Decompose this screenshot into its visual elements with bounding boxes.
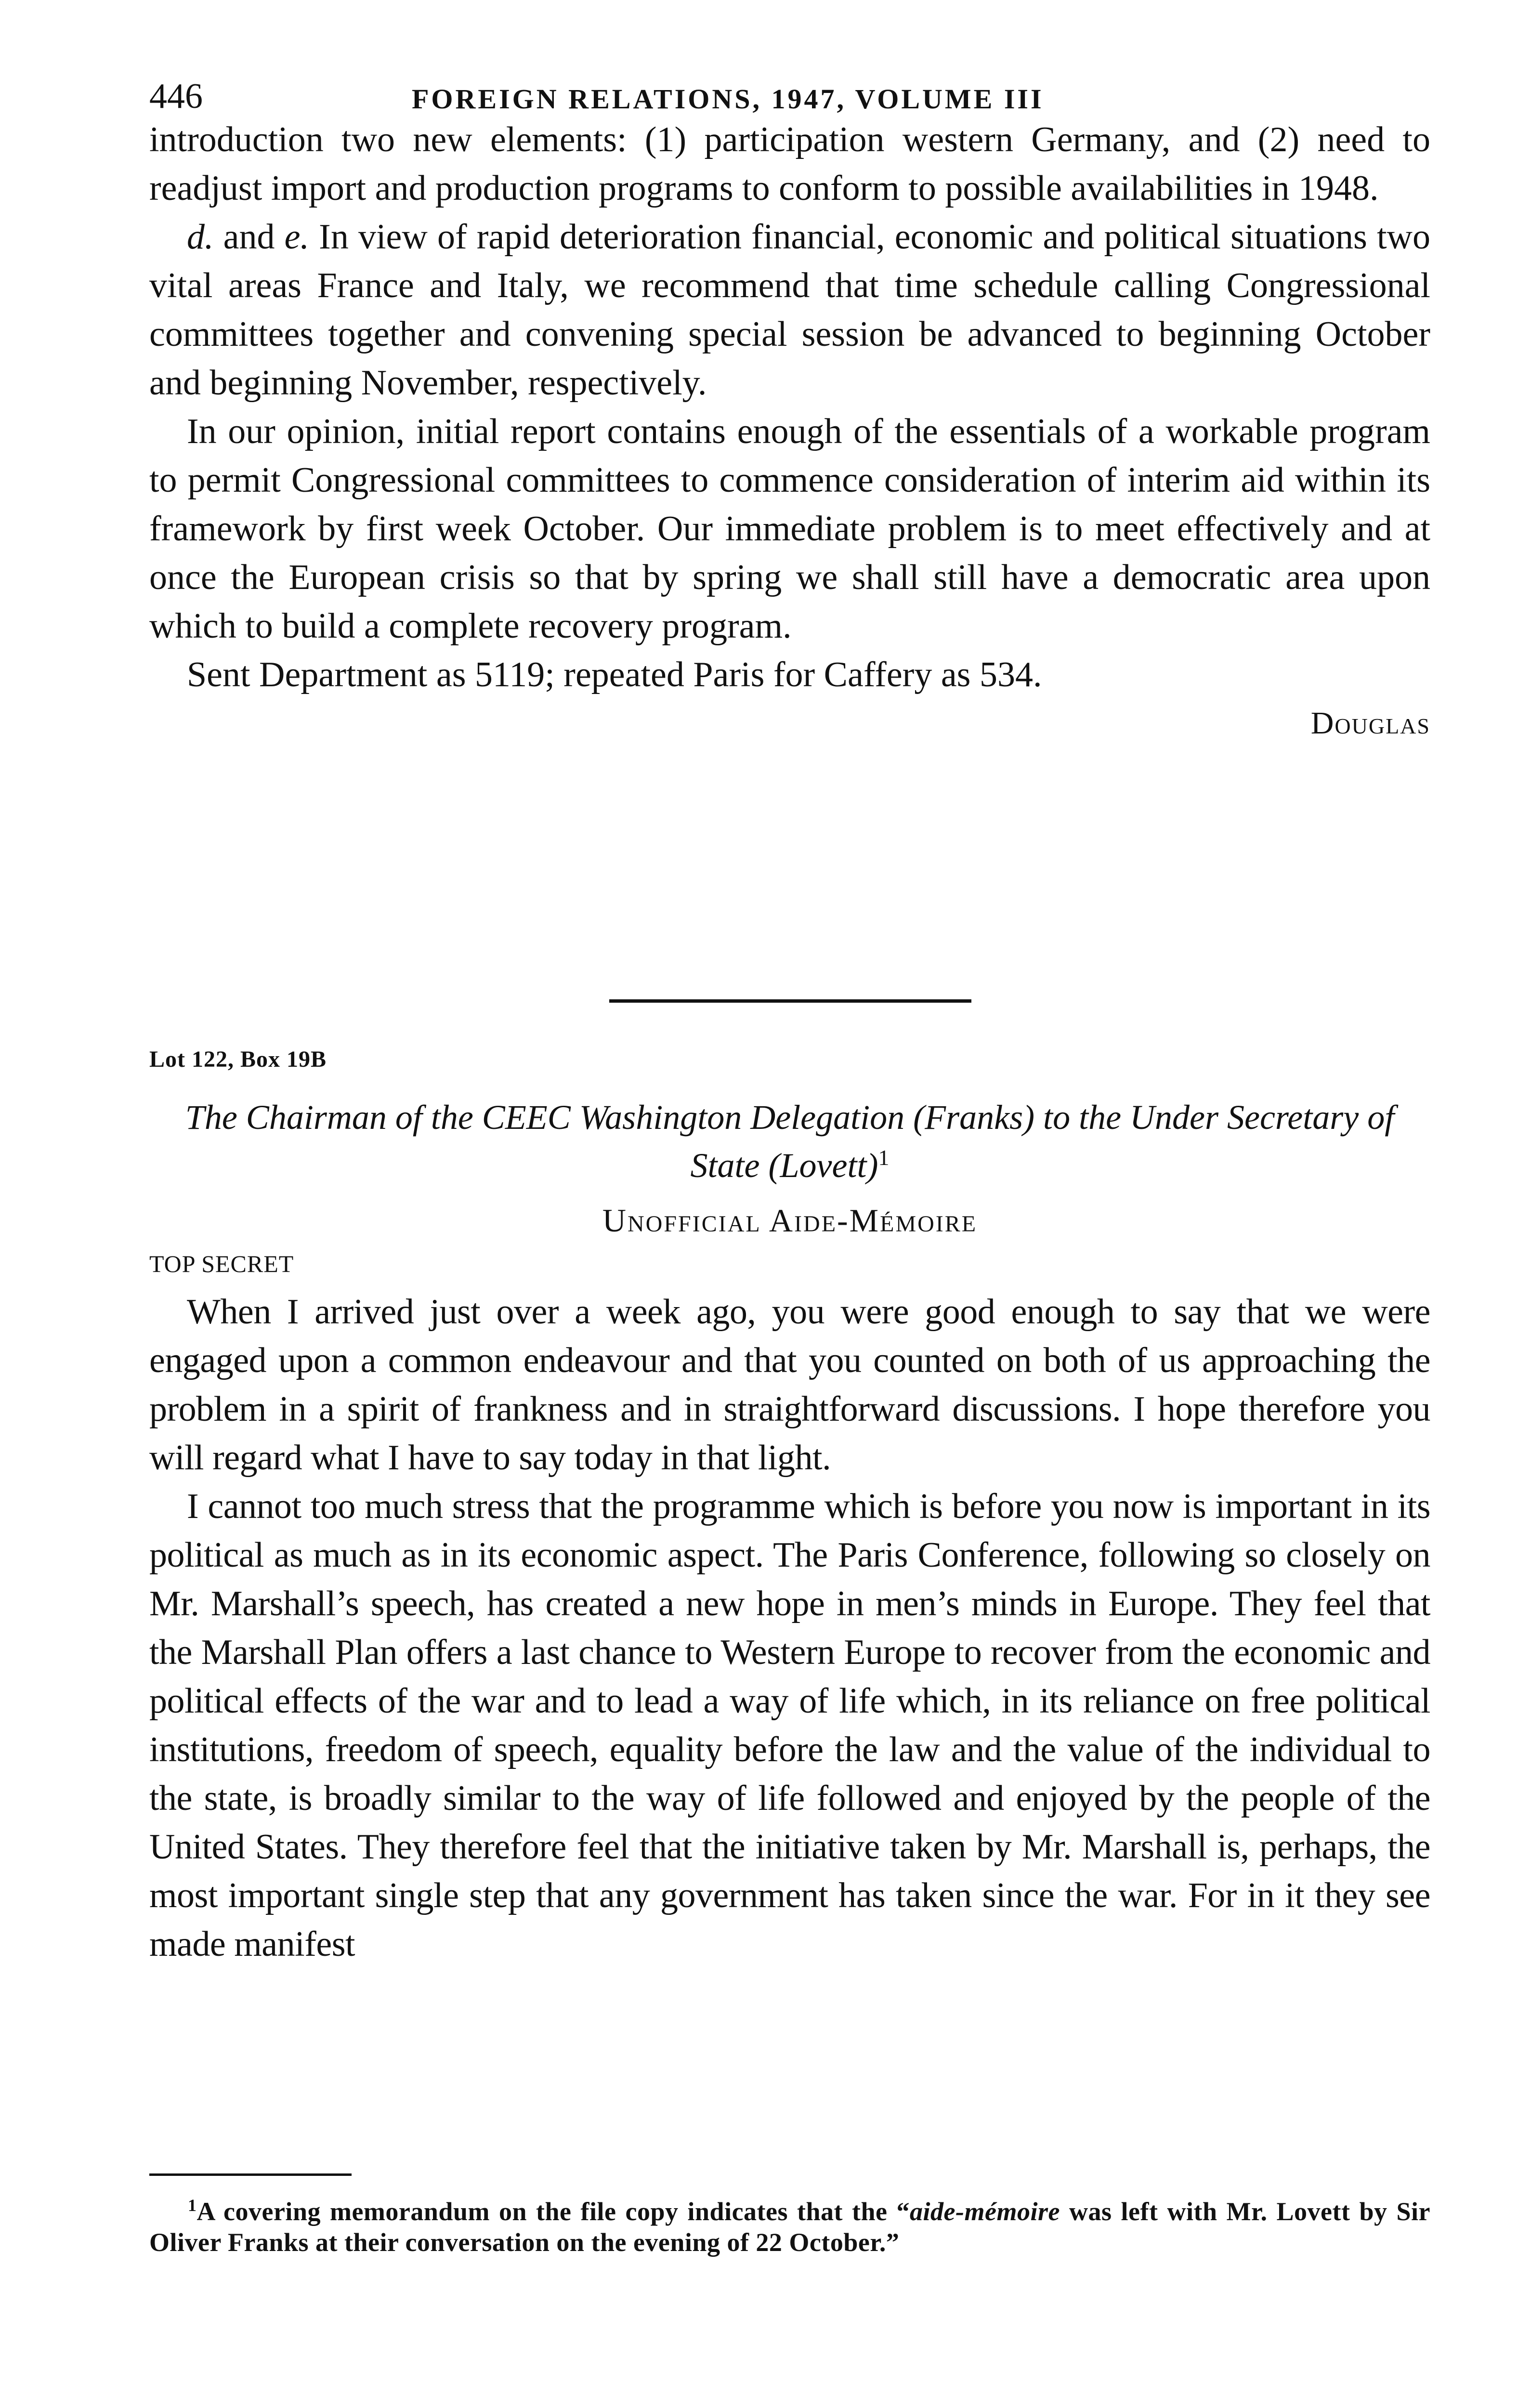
running-head <box>149 72 1430 120</box>
item-and: and <box>213 217 285 257</box>
running-head-title: FOREIGN RELATIONS, 1947, VOLUME III <box>412 83 1044 115</box>
item-e-label: e. <box>284 217 310 257</box>
page-number: 446 <box>149 77 203 116</box>
signature: Douglas <box>1310 706 1430 741</box>
document-title-text: The Chairman of the CEEC Washington Delegation (Franks) to the Under Secretary of State (Lovett) <box>185 1098 1395 1185</box>
footnote-number: 1 <box>188 2196 197 2215</box>
continuation-section <box>149 116 1430 747</box>
body-paragraph-1: When I arrived just over a week ago, you were good enough to say that we were engaged upon a common endeavour and that you counted on both of us approaching the problem in a spirit of frankness and in straightforward discussions. I hope therefore you will regard what I have to say today in that light. <box>149 1292 1430 1478</box>
classification-label: TOP SECRET <box>149 1250 294 1277</box>
footnote-text-after: was left with Mr. Lovett by Sir Oliver Franks at their conversation on the evening of 22 October.” <box>149 2197 1430 2257</box>
footnote-divider <box>149 2173 352 2176</box>
section-divider <box>609 999 971 1003</box>
footnote-1 <box>149 2196 1430 2258</box>
title-footnote-ref: 1 <box>878 1145 890 1170</box>
document-subtitle: Unofficial Aide-Mémoire <box>602 1202 978 1239</box>
continuation-paragraph-1: introduction two new elements: (1) participation western Germany, and (2) need to readjust import and production programs to conform to possible availabilities in 1948. <box>149 120 1430 208</box>
footnote-text-before: A covering memorandum on the file copy indicates that the “ <box>196 2197 910 2226</box>
footnotes-section <box>149 2196 1430 2258</box>
item-de-text: In view of rapid deterioration financial, economic and political situations two vital areas France and Italy, we recommend that time schedule calling Congressional committees together and convening special session be advanced to beginning October and beginning November, respectively. <box>149 217 1430 403</box>
document-title <box>149 1093 1430 1190</box>
source-citation: Lot 122, Box 19B <box>149 1047 327 1072</box>
item-d-label: d. <box>187 217 214 257</box>
continuation-paragraph-2 <box>149 213 1430 407</box>
continuation-paragraph-3: In our opinion, initial report contains enough of the essentials of a workable program to permit Congressional committees to commence consideration of interim aid within its framework by first week October. Our immediate problem is to meet effectively and at once the European crisis so that by spring we shall still have a democratic area upon which to build a complete recovery program. <box>149 412 1430 646</box>
footnote-italic-term: aide-mémoire <box>910 2197 1060 2226</box>
document-section <box>149 1040 1430 1969</box>
continuation-paragraph-4: Sent Department as 5119; repeated Paris for Caffery as 534. <box>187 655 1042 694</box>
body-paragraph-2: I cannot too much stress that the programme which is before you now is important in its political as much as in its economic aspect. The Paris Conference, following so closely on Mr. Marshall’s speech, has created a new hope in men’s minds in Europe. They feel that the Marshall Plan offers a last chance to Western Europe to recover from the economic and political effects of the war and to lead a way of life which, in its reliance on free political institutions, freedom of speech, equality before the law and the value of the individual to the state, is broadly similar to the way of life followed and enjoyed by the people of the United States. They therefore feel that the initiative taken by Mr. Marshall is, perhaps, the most important single step that any government has taken since the war. For in it they see made manifest <box>149 1487 1430 1964</box>
